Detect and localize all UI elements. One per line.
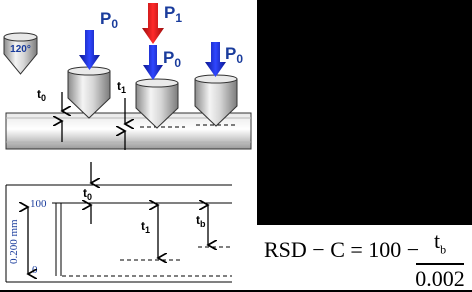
p0-label-2: $P_0$ xyxy=(163,48,182,70)
formula-numerator xyxy=(412,228,468,262)
tb-label-lower: $t_b$ xyxy=(196,213,206,229)
rsd-formula xyxy=(264,228,465,291)
p1-label: $P_1$ xyxy=(164,3,183,25)
t0-label-top: $t_0$ xyxy=(37,87,47,103)
t1-label-top: $t_1$ xyxy=(117,79,127,95)
p0-label-3: $P_0$ xyxy=(225,44,244,66)
formula-panel xyxy=(257,225,472,290)
scale-range-label: 0.200 mm xyxy=(8,219,20,264)
cone-angle-label: 120° xyxy=(10,44,31,55)
scale-bottom-value: 0 xyxy=(32,264,38,276)
t1-label-lower: $t_1$ xyxy=(141,219,151,235)
formula-numerator-t: t xyxy=(433,228,441,253)
formula-denominator: 0.002 xyxy=(415,265,465,291)
formula-fraction-bar xyxy=(416,263,464,265)
p0-label-1: $P_0$ xyxy=(100,9,119,31)
formula-numerator-sub: b xyxy=(440,242,447,257)
t0-label-lower: $t_0$ xyxy=(83,186,93,202)
formula-fraction xyxy=(412,228,468,292)
scale-top-value: 100 xyxy=(30,198,47,210)
formula-lhs: RSD − C = 100 − xyxy=(264,237,420,262)
